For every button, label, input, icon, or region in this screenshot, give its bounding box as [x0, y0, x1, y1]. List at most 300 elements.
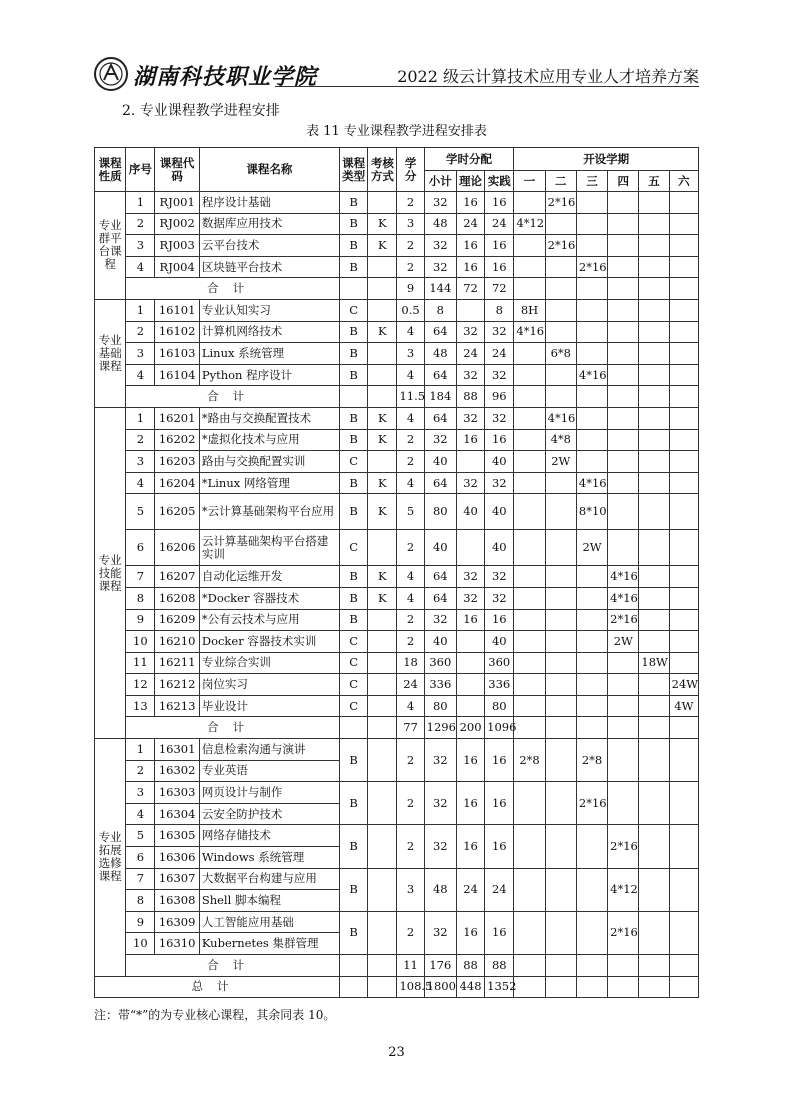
semester-cell [639, 364, 669, 386]
course-name: *Linux 网络管理 [199, 472, 339, 494]
exam-cell: K [368, 472, 397, 494]
theory-hours-cell [456, 652, 484, 674]
practice-hours-cell: 80 [485, 695, 514, 717]
semester-cell: 2*16 [576, 256, 607, 278]
course-name: 计算机网络技术 [199, 321, 339, 343]
semester-cell [608, 256, 639, 278]
seq-cell: 4 [126, 472, 155, 494]
credit-cell: 2 [397, 825, 424, 868]
credit-cell: 4 [397, 695, 424, 717]
semester-cell [576, 566, 607, 588]
semester-cell: 18W [639, 652, 669, 674]
seq-cell: 1 [126, 299, 155, 321]
document-title: 2022 级云计算技术应用专业人才培养方案 [397, 67, 699, 86]
code-cell: 16201 [155, 407, 199, 429]
theory-hours-cell: 16 [456, 739, 484, 782]
exam-cell: K [368, 429, 397, 451]
course-name: 毕业设计 [199, 695, 339, 717]
table-row [95, 343, 699, 365]
total-hours-cell: 64 [424, 364, 456, 386]
table-row [95, 674, 699, 696]
exam-cell: K [368, 321, 397, 343]
theory-hours-cell: 16 [456, 911, 484, 954]
semester-cell [669, 321, 698, 343]
semester-cell [576, 299, 607, 321]
empty-cell [669, 976, 698, 998]
grand-total-row [95, 976, 699, 998]
subtotal-total: 1296 [424, 717, 456, 739]
semester-cell: 2*16 [608, 825, 639, 868]
semester-cell [576, 911, 607, 954]
table-row [95, 472, 699, 494]
empty-cell [368, 955, 397, 977]
empty-cell [639, 717, 669, 739]
course-nature: 专业拓展选修课程 [95, 739, 126, 977]
semester-cell [514, 631, 545, 653]
type-cell: C [340, 695, 368, 717]
type-cell: B [340, 587, 368, 609]
total-hours-cell: 64 [424, 407, 456, 429]
theory-hours-cell: 16 [456, 235, 484, 257]
semester-cell [514, 587, 545, 609]
type-cell: B [340, 868, 368, 911]
semester-cell [576, 213, 607, 235]
total-hours-cell: 80 [424, 695, 456, 717]
course-name: 路由与交换配置实训 [199, 451, 339, 473]
page-number: 23 [388, 1045, 405, 1060]
subtotal-credit: 77 [397, 717, 424, 739]
subtotal-practice: 72 [485, 278, 514, 300]
type-cell: C [340, 652, 368, 674]
empty-cell [576, 955, 607, 977]
semester-cell [639, 695, 669, 717]
semester-cell [514, 451, 545, 473]
code-cell: 16209 [155, 609, 199, 631]
credit-cell: 3 [397, 868, 424, 911]
code-cell: 16206 [155, 530, 199, 566]
course-schedule-table [94, 147, 699, 998]
empty-cell [545, 278, 576, 300]
credit-cell: 4 [397, 587, 424, 609]
total-hours-cell: 48 [424, 868, 456, 911]
empty-cell [608, 386, 639, 408]
seq-cell: 12 [126, 674, 155, 696]
practice-hours-cell: 336 [485, 674, 514, 696]
subtotal-theory: 200 [456, 717, 484, 739]
seq-cell: 13 [126, 695, 155, 717]
table-row [95, 256, 699, 278]
course-name: *虚拟化技术与应用 [199, 429, 339, 451]
code-cell: 16204 [155, 472, 199, 494]
course-name: 岗位实习 [199, 674, 339, 696]
semester-cell [669, 343, 698, 365]
code-cell: 16102 [155, 321, 199, 343]
semester-cell [608, 364, 639, 386]
type-cell: B [340, 911, 368, 954]
practice-hours-cell: 16 [485, 782, 514, 825]
semester-cell [639, 192, 669, 214]
exam-cell [368, 782, 397, 825]
semester-cell: 4*16 [608, 566, 639, 588]
empty-cell [608, 955, 639, 977]
col-sem-6: 六 [669, 171, 698, 192]
code-cell: 16306 [155, 847, 199, 869]
subtotal-practice: 1096 [485, 717, 514, 739]
col-name: 课程名称 [199, 148, 339, 192]
semester-cell: 4*16 [545, 407, 576, 429]
semester-cell [514, 695, 545, 717]
semester-cell [545, 674, 576, 696]
practice-hours-cell: 32 [485, 472, 514, 494]
course-nature: 专业群平台课程 [95, 192, 126, 300]
semester-cell [669, 429, 698, 451]
exam-cell [368, 825, 397, 868]
semester-cell [514, 429, 545, 451]
semester-cell [608, 472, 639, 494]
semester-cell: 4*12 [514, 213, 545, 235]
type-cell: B [340, 782, 368, 825]
type-cell: B [340, 609, 368, 631]
semester-cell [608, 451, 639, 473]
course-name: Linux 系统管理 [199, 343, 339, 365]
exam-cell: K [368, 407, 397, 429]
total-hours-cell: 336 [424, 674, 456, 696]
theory-hours-cell: 24 [456, 213, 484, 235]
semester-cell [669, 825, 698, 868]
course-name: 区块链平台技术 [199, 256, 339, 278]
code-cell: 16208 [155, 587, 199, 609]
theory-hours-cell: 40 [456, 494, 484, 530]
semester-cell: 4*8 [545, 429, 576, 451]
table-caption: 表 11 专业课程教学进程安排表 [306, 124, 487, 139]
practice-hours-cell: 16 [485, 609, 514, 631]
semester-cell [669, 213, 698, 235]
semester-cell [608, 782, 639, 825]
practice-hours-cell: 40 [485, 631, 514, 653]
course-name: *Docker 容器技术 [199, 587, 339, 609]
col-type: 课程类型 [340, 148, 368, 192]
semester-cell [669, 868, 698, 911]
semester-cell [669, 530, 698, 566]
theory-hours-cell: 32 [456, 566, 484, 588]
semester-cell: 8*10 [576, 494, 607, 530]
semester-cell [576, 321, 607, 343]
credit-cell: 4 [397, 472, 424, 494]
practice-hours-cell: 40 [485, 494, 514, 530]
exam-cell [368, 530, 397, 566]
credit-cell: 2 [397, 609, 424, 631]
semester-cell [639, 825, 669, 868]
type-cell: C [340, 451, 368, 473]
exam-cell [368, 343, 397, 365]
course-name: Docker 容器技术实训 [199, 631, 339, 653]
seq-cell: 6 [126, 530, 155, 566]
empty-cell [669, 278, 698, 300]
subtotal-label: 合计 [126, 717, 340, 739]
empty-cell [608, 278, 639, 300]
theory-hours-cell: 32 [456, 587, 484, 609]
empty-cell [576, 976, 607, 998]
semester-cell [608, 343, 639, 365]
semester-cell [545, 321, 576, 343]
semester-cell [545, 364, 576, 386]
practice-hours-cell: 32 [485, 587, 514, 609]
semester-cell [576, 343, 607, 365]
code-cell: 16309 [155, 911, 199, 933]
empty-cell [639, 955, 669, 977]
semester-cell [514, 825, 545, 868]
seq-cell: 7 [126, 868, 155, 890]
semester-cell: 4*12 [608, 868, 639, 911]
practice-hours-cell: 16 [485, 256, 514, 278]
semester-cell [639, 235, 669, 257]
seq-cell: 5 [126, 825, 155, 847]
col-sem-1: 一 [514, 171, 545, 192]
type-cell: B [340, 256, 368, 278]
semester-cell [545, 631, 576, 653]
semester-cell [545, 652, 576, 674]
code-cell: 16210 [155, 631, 199, 653]
table-row [95, 739, 699, 761]
table-row [95, 235, 699, 257]
theory-hours-cell: 16 [456, 609, 484, 631]
semester-cell [514, 652, 545, 674]
practice-hours-cell: 8 [485, 299, 514, 321]
semester-cell [576, 587, 607, 609]
table-row [95, 299, 699, 321]
total-hours-cell: 64 [424, 321, 456, 343]
table-row [95, 213, 699, 235]
empty-cell [368, 717, 397, 739]
practice-hours-cell: 24 [485, 213, 514, 235]
semester-cell [669, 364, 698, 386]
code-cell: 16310 [155, 933, 199, 955]
semester-cell [576, 652, 607, 674]
semester-cell: 6*8 [545, 343, 576, 365]
col-theory: 理论 [456, 171, 484, 192]
exam-cell: K [368, 235, 397, 257]
semester-cell [576, 192, 607, 214]
subtotal-row [95, 717, 699, 739]
semester-cell [639, 739, 669, 782]
practice-hours-cell: 40 [485, 530, 514, 566]
practice-hours-cell: 360 [485, 652, 514, 674]
subtotal-row [95, 278, 699, 300]
practice-hours-cell: 40 [485, 451, 514, 473]
seq-cell: 4 [126, 364, 155, 386]
credit-cell: 2 [397, 451, 424, 473]
exam-cell [368, 609, 397, 631]
seq-cell: 9 [126, 609, 155, 631]
type-cell: C [340, 674, 368, 696]
semester-cell [669, 451, 698, 473]
subtotal-total: 144 [424, 278, 456, 300]
semester-cell: 2*16 [576, 782, 607, 825]
code-cell: 16302 [155, 760, 199, 782]
col-exam: 考核方式 [368, 148, 397, 192]
table-row [95, 652, 699, 674]
course-name: *公有云技术与应用 [199, 609, 339, 631]
course-name: 云平台技术 [199, 235, 339, 257]
empty-cell [576, 278, 607, 300]
semester-cell [669, 911, 698, 954]
exam-cell [368, 192, 397, 214]
course-name: Shell 脚本编程 [199, 890, 339, 912]
exam-cell: K [368, 566, 397, 588]
grand-total-hours: 1800 [424, 976, 456, 998]
theory-hours-cell: 16 [456, 192, 484, 214]
table-row [95, 868, 699, 890]
empty-cell [340, 717, 368, 739]
table-row [95, 494, 699, 530]
subtotal-total: 176 [424, 955, 456, 977]
semester-cell [669, 494, 698, 530]
semester-cell [608, 695, 639, 717]
type-cell: C [340, 299, 368, 321]
semester-cell [545, 868, 576, 911]
col-seq: 序号 [126, 148, 155, 192]
semester-cell [669, 235, 698, 257]
col-nature: 课程性质 [95, 148, 126, 192]
code-cell: RJ003 [155, 235, 199, 257]
semester-cell [514, 192, 545, 214]
semester-cell [514, 911, 545, 954]
semester-cell [639, 868, 669, 911]
total-hours-cell: 64 [424, 566, 456, 588]
subtotal-credit: 11.5 [397, 386, 424, 408]
exam-cell [368, 256, 397, 278]
course-name: 云安全防护技术 [199, 803, 339, 825]
col-credit: 学分 [397, 148, 424, 192]
empty-cell [514, 955, 545, 977]
course-name: Kubernetes 集群管理 [199, 933, 339, 955]
theory-hours-cell [456, 674, 484, 696]
semester-cell: 2*8 [514, 739, 545, 782]
seq-cell: 7 [126, 566, 155, 588]
code-cell: 16308 [155, 890, 199, 912]
semester-cell [545, 739, 576, 782]
practice-hours-cell: 32 [485, 321, 514, 343]
credit-cell: 3 [397, 213, 424, 235]
course-name: Windows 系统管理 [199, 847, 339, 869]
seq-cell: 2 [126, 321, 155, 343]
credit-cell: 4 [397, 364, 424, 386]
semester-cell [576, 235, 607, 257]
seq-cell: 5 [126, 494, 155, 530]
col-sem-4: 四 [608, 171, 639, 192]
total-hours-cell: 32 [424, 782, 456, 825]
empty-cell [514, 278, 545, 300]
semester-cell [576, 674, 607, 696]
practice-hours-cell: 16 [485, 911, 514, 954]
semester-cell: 2*8 [576, 739, 607, 782]
semester-cell [639, 587, 669, 609]
credit-cell: 2 [397, 192, 424, 214]
empty-cell [608, 976, 639, 998]
subtotal-practice: 96 [485, 386, 514, 408]
theory-hours-cell: 32 [456, 321, 484, 343]
grand-total-credit: 108.5 [397, 976, 424, 998]
code-cell: 16101 [155, 299, 199, 321]
empty-cell [368, 976, 397, 998]
semester-cell [608, 674, 639, 696]
credit-cell: 2 [397, 739, 424, 782]
theory-hours-cell [456, 530, 484, 566]
table-row [95, 695, 699, 717]
empty-cell [340, 386, 368, 408]
code-cell: RJ004 [155, 256, 199, 278]
semester-cell [669, 631, 698, 653]
type-cell: B [340, 472, 368, 494]
code-cell: 16304 [155, 803, 199, 825]
type-cell: B [340, 739, 368, 782]
subtotal-label: 合计 [126, 955, 340, 977]
code-cell: 16205 [155, 494, 199, 530]
course-name: Python 程序设计 [199, 364, 339, 386]
type-cell: B [340, 343, 368, 365]
table-row [95, 911, 699, 933]
col-total: 小计 [424, 171, 456, 192]
semester-cell [608, 235, 639, 257]
code-cell: 16203 [155, 451, 199, 473]
semester-cell [669, 256, 698, 278]
semester-cell [669, 299, 698, 321]
semester-cell [608, 739, 639, 782]
semester-cell [514, 868, 545, 911]
code-cell: 16301 [155, 739, 199, 761]
exam-cell [368, 451, 397, 473]
semester-cell: 2*16 [545, 235, 576, 257]
empty-cell [368, 386, 397, 408]
subtotal-credit: 11 [397, 955, 424, 977]
exam-cell [368, 299, 397, 321]
credit-cell: 4 [397, 566, 424, 588]
semester-cell [514, 407, 545, 429]
code-cell: 16303 [155, 782, 199, 804]
semester-cell [514, 235, 545, 257]
table-row [95, 631, 699, 653]
theory-hours-cell: 24 [456, 343, 484, 365]
subtotal-row [95, 955, 699, 977]
exam-cell: K [368, 213, 397, 235]
semester-cell [639, 343, 669, 365]
exam-cell [368, 868, 397, 911]
table-row [95, 451, 699, 473]
semester-cell [545, 472, 576, 494]
exam-cell [368, 674, 397, 696]
theory-hours-cell: 16 [456, 429, 484, 451]
empty-cell [514, 386, 545, 408]
semester-cell [639, 631, 669, 653]
seq-cell: 10 [126, 933, 155, 955]
semester-cell [669, 739, 698, 782]
seq-cell: 11 [126, 652, 155, 674]
semester-cell [639, 429, 669, 451]
seq-cell: 9 [126, 911, 155, 933]
total-hours-cell: 64 [424, 587, 456, 609]
theory-hours-cell [456, 631, 484, 653]
col-sem-3: 三 [576, 171, 607, 192]
col-practice: 实践 [485, 171, 514, 192]
semester-cell [669, 609, 698, 631]
semester-cell [608, 429, 639, 451]
table-row [95, 609, 699, 631]
type-cell: B [340, 192, 368, 214]
seq-cell: 3 [126, 343, 155, 365]
code-cell: 16103 [155, 343, 199, 365]
course-name: 数据库应用技术 [199, 213, 339, 235]
type-cell: B [340, 364, 368, 386]
